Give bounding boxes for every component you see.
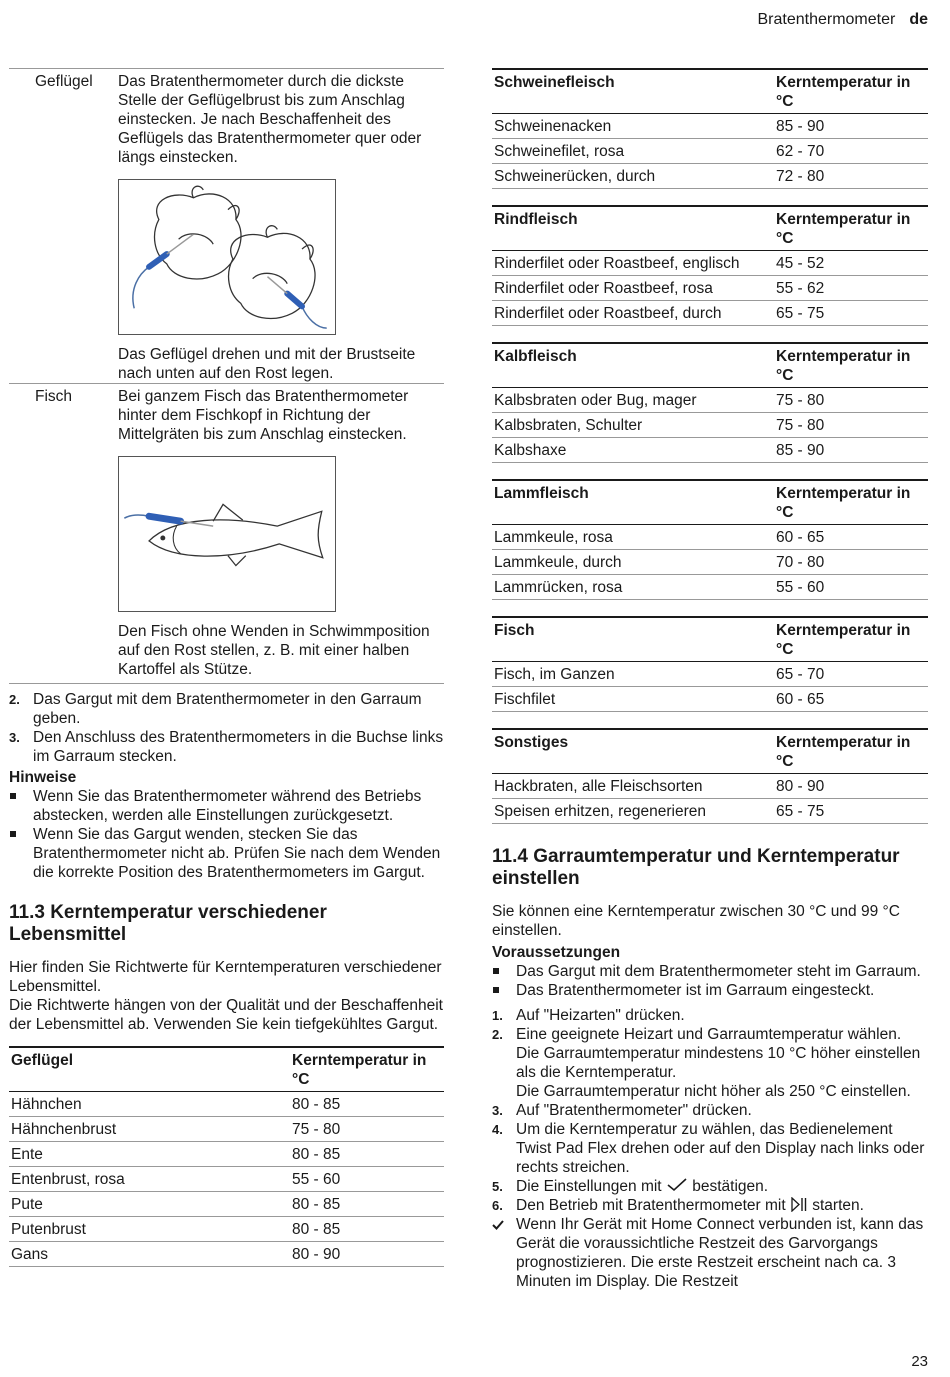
section-title-11-3: 11.3 Kerntemperatur verschiedener Lebensmittel — [9, 902, 327, 945]
poultry-term: Geflügel — [35, 73, 93, 90]
prereq-item: Das Gargut mit dem Bratenthermometer steht im Garraum. — [492, 962, 928, 981]
running-header — [757, 10, 928, 29]
prereq-list — [492, 962, 928, 1000]
table-row: Lammkeule, durch 70 - 80 — [492, 550, 928, 575]
fish-desc: Bei ganzem Fisch das Bratenthermometer hinter dem Fischkopf in Richtung der Mittelgräten bis zum Anschlag einstecken. — [118, 388, 409, 443]
core-temp-table: Kalbfleisch Kerntemperatur in °C Kalbsbraten oder Bug, mager 75 - 80 Kalbsbraten, Schulter 75 - 80 Kalbshaxe 85 - 90 — [492, 342, 928, 463]
header-section: Bratenthermometer — [757, 11, 896, 28]
header-lang: de — [909, 11, 928, 28]
table-row: Pute 80 - 85 — [9, 1192, 444, 1217]
prereq-title: Voraussetzungen — [492, 944, 621, 961]
table-row: Hähnchen 80 - 85 — [9, 1092, 444, 1117]
left-steps — [9, 690, 444, 766]
table-row: Gans 80 - 90 — [9, 1242, 444, 1267]
poultry-note: Das Geflügel drehen und mit der Brustseite nach unten auf den Rost legen. — [118, 346, 416, 382]
poultry-table: Geflügel Kerntemperatur in °C Hähnchen 80 - 85 Hähnchenbrust 75 - 80 Ente 80 - 85 Entenbrust, rosa 55 - 60 Pute 80 - 85 Putenbrust 80 - 85 Gans 80 - 90 — [9, 1046, 444, 1267]
intro-2: Die Richtwerte hängen von der Qualität und der Beschaffenheit der Lebensmittel ab. Verwenden Sie kein tiefgekühltes Gargut. — [9, 997, 443, 1033]
table-row: Ente 80 - 85 — [9, 1142, 444, 1167]
step-item: 1. Auf "Heizarten" drücken. — [492, 1007, 685, 1024]
fish-thermometer-image — [119, 457, 335, 611]
fish-row — [9, 384, 444, 444]
left-column — [9, 68, 444, 1267]
table-row: Lammkeule, rosa 60 - 65 — [492, 525, 928, 550]
notes-title: Hinweise — [9, 769, 77, 786]
poultry-illustration — [118, 179, 336, 335]
fish-note: Den Fisch ohne Wenden in Schwimmposition auf den Rost stellen, z. B. mit einer halben Kartoffel als Stütze. — [118, 623, 430, 678]
page-number: 23 — [911, 1353, 928, 1370]
core-temperature-tables — [492, 68, 928, 824]
prereq-item: Das Bratenthermometer ist im Garraum eingesteckt. — [492, 981, 928, 1000]
step-item: 4. Um die Kerntemperatur zu wählen, das Bedienelement Twist Pad Flex drehen oder auf den Display nach links oder rechts streichen. — [492, 1121, 925, 1176]
step-item: 3. Den Anschluss des Bratenthermometers in die Buchse links im Garraum stecken. — [9, 729, 444, 765]
intro-11-4: Sie können eine Kerntemperatur zwischen 30 °C und 99 °C einstellen. — [492, 903, 900, 939]
result-item — [492, 1215, 928, 1291]
table-row: Speisen erhitzen, regenerieren 65 - 75 — [492, 799, 928, 824]
intro-1: Hier finden Sie Richtwerte für Kerntemperaturen verschiedener Lebensmittel. — [9, 959, 442, 995]
table-row: Hähnchenbrust 75 - 80 — [9, 1117, 444, 1142]
right-column — [492, 68, 928, 1291]
table-row: Rinderfilet oder Roastbeef, rosa 55 - 62 — [492, 276, 928, 301]
core-temp-table: Rindfleisch Kerntemperatur in °C Rinderfilet oder Roastbeef, englisch 45 - 52 Rinderfilet oder Roastbeef, rosa 55 - 62 Rinderfilet oder Roastbeef, durch 65 - 75 — [492, 205, 928, 326]
checkmark-icon — [666, 1178, 688, 1192]
table-row: Schweinefilet, rosa 62 - 70 — [492, 139, 928, 164]
fish-term: Fisch — [35, 388, 73, 405]
section-title-11-4: 11.4 Garraumtemperatur und Kerntemperatur einstellen — [492, 846, 900, 889]
fish-illustration — [118, 456, 336, 612]
table-row: Entenbrust, rosa 55 - 60 — [9, 1167, 444, 1192]
note-item: Wenn Sie das Gargut wenden, stecken Sie das Bratenthermometer nicht ab. Prüfen Sie nach dem Wenden die korrekte Position des Bratenthermometers im Gargut. — [9, 825, 444, 882]
core-temp-table: Sonstiges Kerntemperatur in °C Hackbraten, alle Fleischsorten 80 - 90 Speisen erhitzen, regenerieren 65 - 75 — [492, 728, 928, 824]
table-row: Lammrücken, rosa 55 - 60 — [492, 575, 928, 600]
table-row: Schweinerücken, durch 72 - 80 — [492, 164, 928, 189]
step-item: 3. Auf "Bratenthermometer" drücken. — [492, 1102, 752, 1119]
note-item: Wenn Sie das Bratenthermometer während des Betriebs abstecken, werden alle Einstellungen zurückgesetzt. — [9, 787, 444, 825]
table-row: Hackbraten, alle Fleischsorten 80 - 90 — [492, 774, 928, 799]
core-temp-table: Lammfleisch Kerntemperatur in °C Lammkeule, rosa 60 - 65 Lammkeule, durch 70 - 80 Lammrücken, rosa 55 - 60 — [492, 479, 928, 600]
result-check-icon — [492, 1215, 516, 1291]
step-item: 5. Die Einstellungen mit bestätigen. — [492, 1178, 769, 1195]
step-item: 2. Das Gargut mit dem Bratenthermometer in den Garraum geben. — [9, 691, 422, 727]
table-row: Fischfilet 60 - 65 — [492, 687, 928, 712]
step-item: 2. Eine geeignete Heizart und Garraumtemperatur wählen. Die Garraumtemperatur mindestens 10 °C höher einstellen als die Kerntemperatur. Die Garraumtemperatur nicht höher als 250 °C einstellen. — [492, 1026, 921, 1100]
table-row: Kalbshaxe 85 - 90 — [492, 438, 928, 463]
result-text: Wenn Ihr Gerät mit Home Connect verbunden ist, kann das Gerät die voraussichtliche Restzeit des Garvorgangs prognostizieren. Die erste Restzeit erscheint nach ca. 3 Minuten im Display. Die Restzeit — [516, 1216, 924, 1290]
table-row: Putenbrust 80 - 85 — [9, 1217, 444, 1242]
step-item: 6. Den Betrieb mit Bratenthermometer mit starten. — [492, 1197, 864, 1214]
core-temp-table: Schweinefleisch Kerntemperatur in °C Schweinenacken 85 - 90 Schweinefilet, rosa 62 - 70 Schweinerücken, durch 72 - 80 — [492, 68, 928, 189]
play-pause-icon — [790, 1197, 808, 1212]
table-row: Schweinenacken 85 - 90 — [492, 114, 928, 139]
table-row: Rinderfilet oder Roastbeef, englisch 45 - 52 — [492, 251, 928, 276]
notes-list — [9, 787, 444, 882]
core-temp-table: Fisch Kerntemperatur in °C Fisch, im Ganzen 65 - 70 Fischfilet 60 - 65 — [492, 616, 928, 712]
table-row: Kalbsbraten oder Bug, mager 75 - 80 — [492, 388, 928, 413]
table-row: Rinderfilet oder Roastbeef, durch 65 - 75 — [492, 301, 928, 326]
table-row: Kalbsbraten, Schulter 75 - 80 — [492, 413, 928, 438]
right-steps — [492, 1006, 928, 1215]
poultry-row — [9, 69, 444, 167]
poultry-thermometer-image — [119, 180, 335, 334]
table-row: Fisch, im Ganzen 65 - 70 — [492, 662, 928, 687]
poultry-desc: Das Bratenthermometer durch die dickste Stelle der Geflügelbrust bis zum Anschlag einstecken. Je nach Beschaffenheit des Geflügels das Bratenthermometer quer oder längs einstecken. — [118, 73, 422, 166]
